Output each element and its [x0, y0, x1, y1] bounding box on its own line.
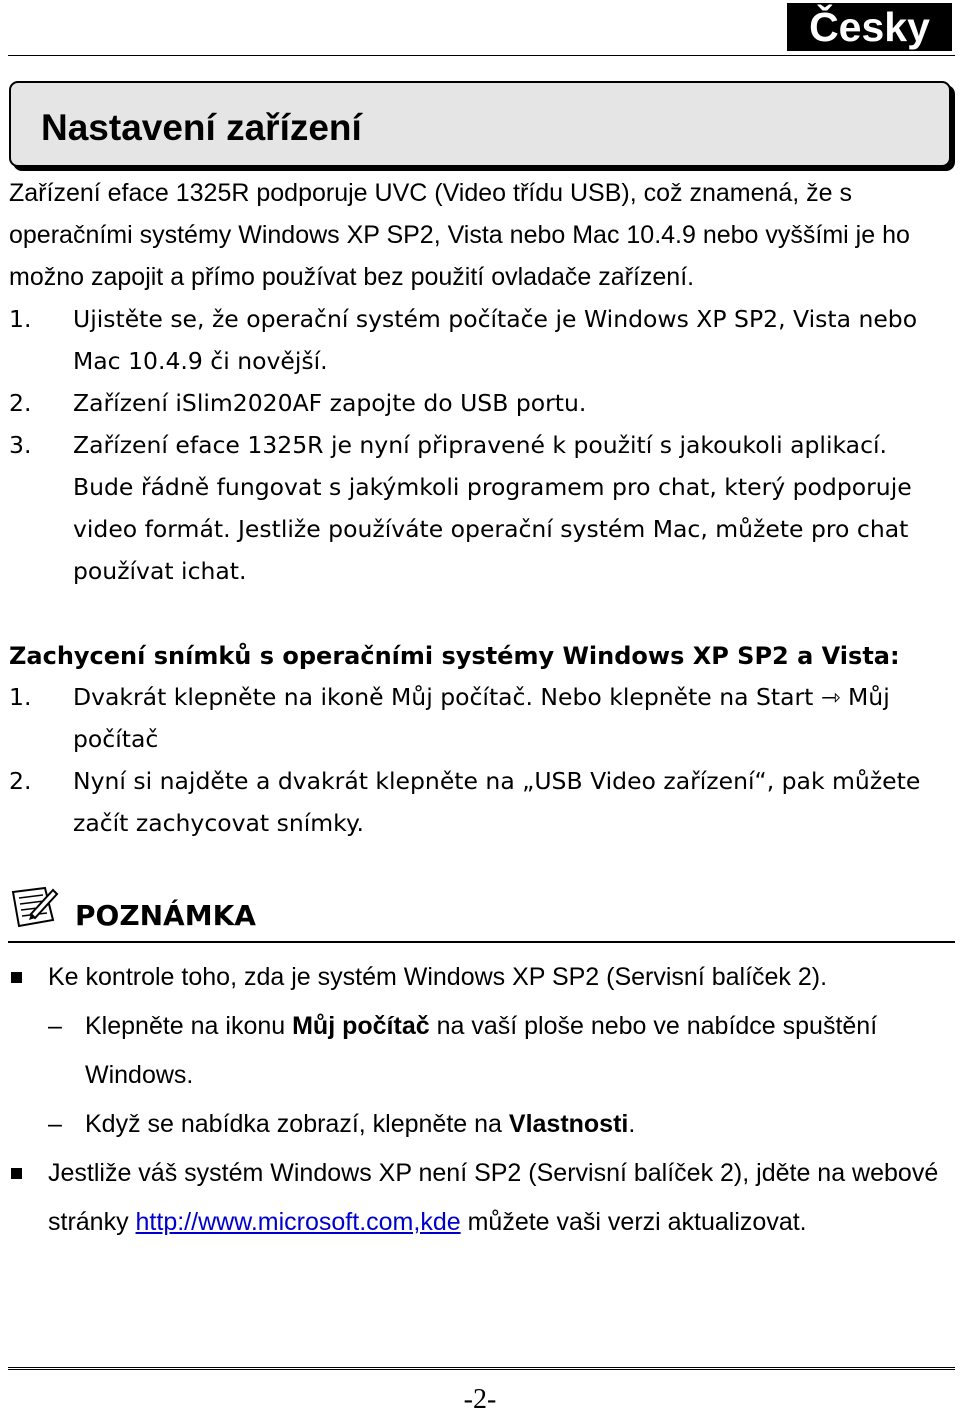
list-item: 3. Zařízení eface 1325R je nyní připravené k použití s jakoukoli aplikací. Bude řádně fungovat s jakýmkoli programem pro chat, který podporuje video formát. Jestliže používáte operační systém Mac, můžete pro chat používat ichat. [9, 431, 912, 585]
note-title: POZNÁMKA [75, 899, 256, 932]
capture-steps-list [9, 676, 954, 844]
list-item: Ke kontrole toho, zda je systém Windows XP SP2 (Servisní balíček 2). – Klepněte na ikonu Můj počítač na vaší ploše nebo ve nabídce spuštění Windows. – Když se nabídka zobrazí, klepněte na Vlastnosti. [9, 953, 954, 1149]
dash-bullet: – [48, 1012, 62, 1040]
list-item: 1. Ujistěte se, že operační systém počítače je Windows XP SP2, Vista nebo Mac 10.4.9 či novější. [9, 305, 918, 375]
section-title-box [9, 81, 951, 167]
note-divider [8, 941, 955, 943]
microsoft-link[interactable]: http://www.microsoft.com,kde [135, 1208, 461, 1236]
intro-paragraph: Zařízení eface 1325R podporuje UVC (Video třídu USB), což znamená, že s operačními systémy Windows XP SP2, Vista nebo Mac 10.4.9 nebo vyššími je ho možno zapojit a přímo používat bez použití ovladače zařízení. [9, 179, 910, 291]
list-item: 1. Dvakrát klepněte na ikoně Můj počítač. Nebo klepněte na Start ⇾ Můj počítač [9, 683, 890, 753]
page-number: -2- [463, 1384, 497, 1415]
list-item: – Když se nabídka zobrazí, klepněte na Vlastnosti. [48, 1100, 954, 1149]
note-list [9, 953, 954, 1247]
note-pencil-icon [9, 884, 59, 928]
capture-section-heading: Zachycení snímků s operačními systémy Windows XP SP2 a Vista: [9, 642, 900, 670]
list-item: 2. Zařízení iSlim2020AF zapojte do USB portu. [9, 389, 587, 417]
square-bullet-icon [11, 972, 22, 983]
list-item: – Klepněte na ikonu Můj počítač na vaší ploše nebo ve nabídce spuštění Windows. [48, 1002, 954, 1100]
note-sub-list [48, 1002, 954, 1149]
setup-steps-list [9, 298, 954, 592]
top-divider [8, 55, 955, 56]
page-title: Nastavení zařízení [41, 107, 362, 148]
dash-bullet: – [48, 1110, 62, 1138]
square-bullet-icon [11, 1168, 22, 1179]
list-item: Jestliže váš systém Windows XP není SP2 (Servisní balíček 2), jděte na webové stránky http://www.microsoft.com,kde můžete vaši verzi aktualizovat. [9, 1149, 954, 1247]
list-item: 2. Nyní si najděte a dvakrát klepněte na „USB Video zařízení“, pak můžete začít zachycovat snímky. [9, 767, 921, 837]
language-tab: Česky [787, 3, 952, 51]
bottom-divider [8, 1367, 955, 1370]
